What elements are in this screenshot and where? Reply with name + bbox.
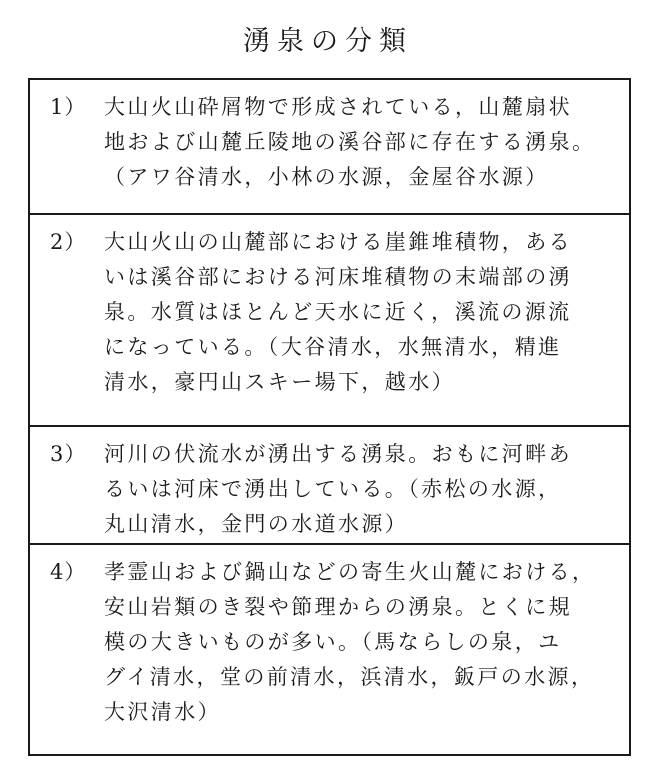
table-row <box>30 80 629 213</box>
description-line: 大山火山の山麓部における崖錐堆積物，ある <box>104 230 572 254</box>
description-line: 大沢清水） <box>104 700 221 724</box>
item-number: 3） <box>50 442 87 466</box>
description-line: グイ清水，堂の前清水，浜清水，鈑戸の水源， <box>104 665 595 689</box>
item-number: 2） <box>50 230 87 254</box>
description-line: 丸山清水，金門の水道水源） <box>104 512 409 536</box>
table-row <box>30 425 629 543</box>
description-line: 河川の伏流水が湧出する湧泉。おもに河畔あ <box>104 442 572 466</box>
table-row <box>30 213 629 425</box>
classification-table <box>28 78 631 756</box>
description-line: 清水，豪円山スキー場下，越水） <box>104 370 455 394</box>
description-line: 孝霊山および鍋山などの寄生火山麓における， <box>104 560 596 584</box>
item-description <box>104 555 623 730</box>
description-line: 模の大きいものが多い。（馬ならしの泉，ユ <box>104 630 562 654</box>
description-line: いは溪谷部における河床堆積物の末端部の湧 <box>104 265 572 289</box>
description-line: 泉。水質はほとんど天水に近く，溪流の源流 <box>104 300 572 324</box>
description-line: （アワ谷清水，小林の水源，金屋谷水源） <box>104 165 549 189</box>
item-description <box>104 225 623 400</box>
description-line: 安山岩類のき裂や節理からの湧泉。とくに規 <box>104 595 572 619</box>
table-row <box>30 543 629 754</box>
item-description <box>104 90 623 195</box>
description-line: るいは河床で湧出している。（赤松の水源， <box>104 477 562 501</box>
item-description <box>104 437 623 542</box>
description-line: 地および山麓丘陵地の溪谷部に存在する湧泉。 <box>104 130 596 154</box>
item-number: 1） <box>50 95 87 119</box>
description-line: 大山火山砕屑物で形成されている，山麓扇状 <box>104 95 572 119</box>
description-line: になっている。（大谷清水，水無清水，精進 <box>104 335 562 359</box>
item-number: 4） <box>50 560 87 584</box>
page-title: 湧泉の分類 <box>243 26 413 57</box>
